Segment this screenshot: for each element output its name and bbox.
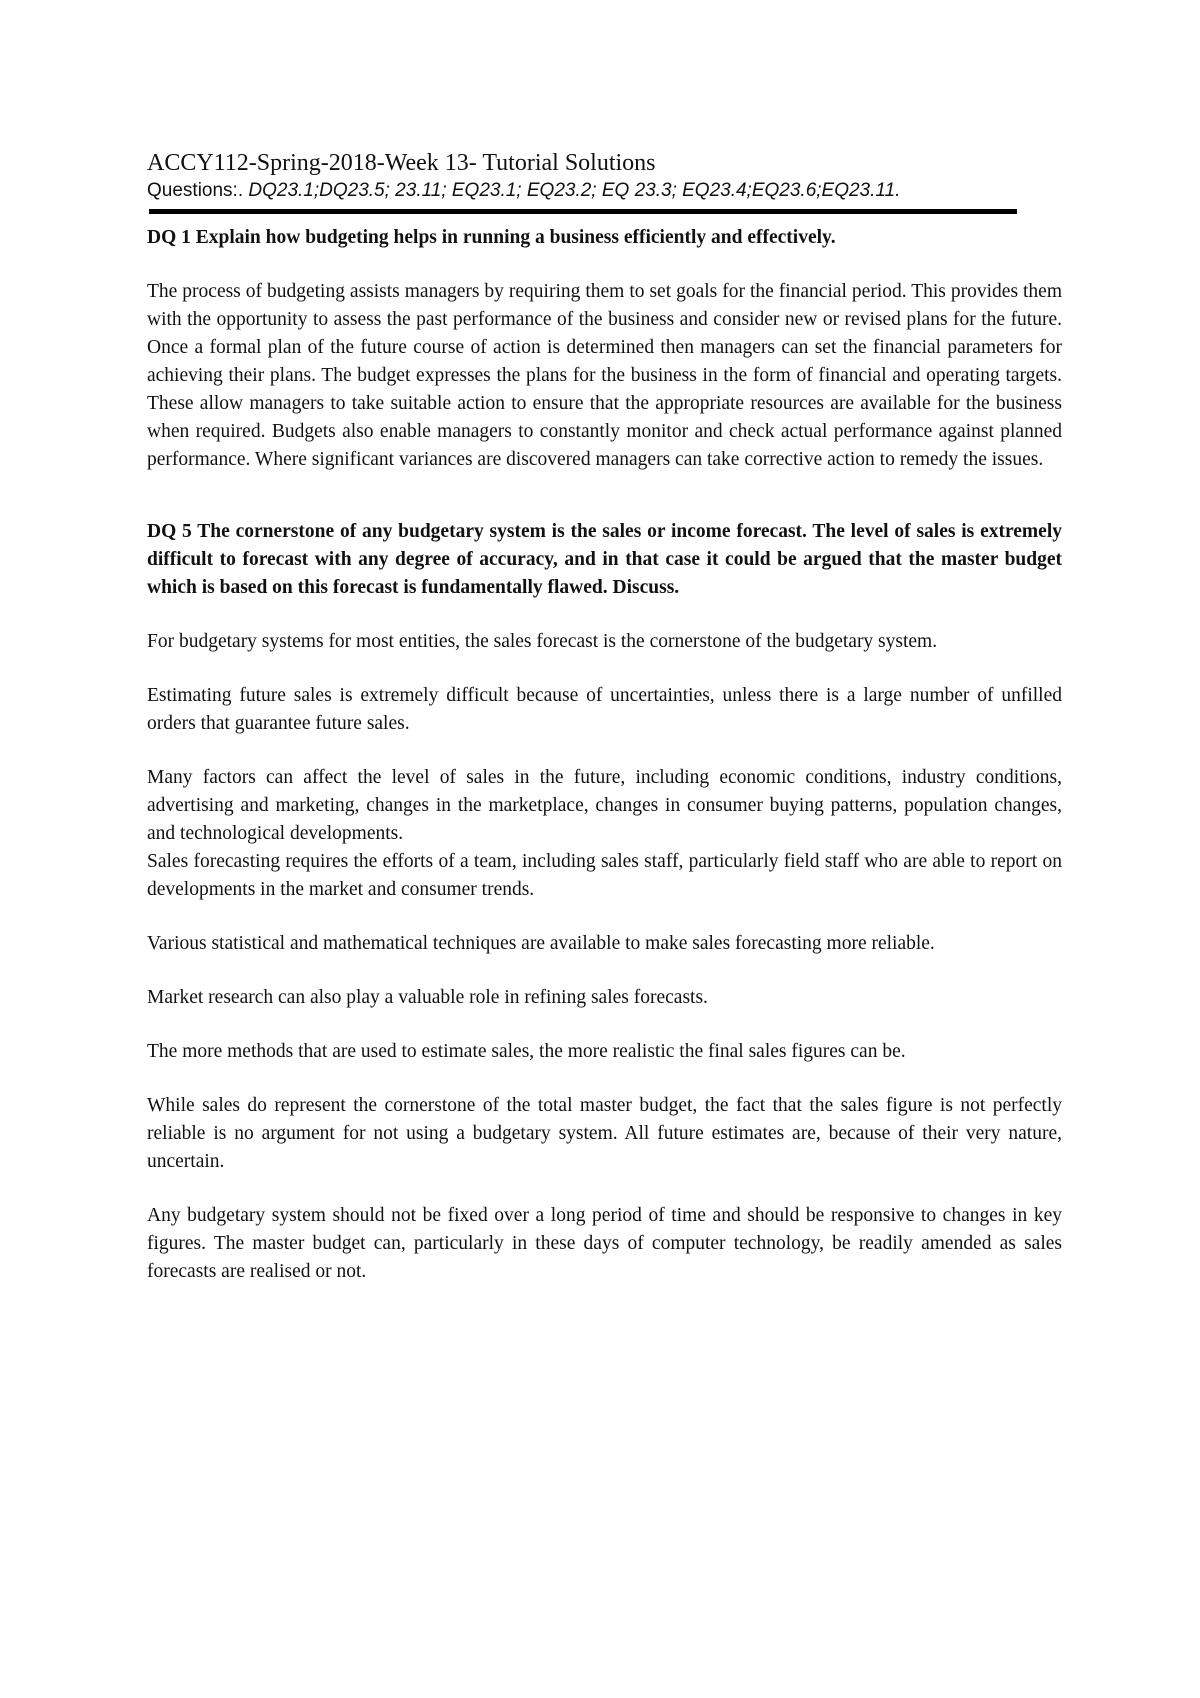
dq5-paragraph: Any budgetary system should not be fixed over a long period of time and should be responsive to changes in key figures. The master budget can, particularly in these days of computer technology, be readily amended as sales forecasts are realised or not.	[147, 1205, 1062, 1282]
document-page	[147, 148, 1062, 1286]
dq5-heading: DQ 5 The cornerstone of any budgetary system is the sales or income forecast. The level of sales is extremely difficult to forecast with any degree of accuracy, and in that case it could be argued that the master budget which is based on this forecast is fundamentally flawed. Discuss.	[147, 521, 1062, 598]
dq5-paragraph: The more methods that are used to estimate sales, the more realistic the final sales figures can be.	[147, 1041, 906, 1062]
document-title: ACCY112-Spring-2018-Week 13- Tutorial Solutions	[147, 150, 656, 176]
questions-list: DQ23.1;DQ23.5; 23.11; EQ23.1; EQ23.2; EQ 23.3; EQ23.4;EQ23.6;EQ23.11.	[243, 180, 901, 201]
dq5-paragraph: Sales forecasting requires the efforts of a team, including sales staff, particularly field staff who are able to report on developments in the market and consumer trends.	[147, 851, 1062, 900]
dq5-paragraph: Market research can also play a valuable role in refining sales forecasts.	[147, 987, 708, 1008]
dq5-paragraph: Various statistical and mathematical techniques are available to make sales forecasting more reliable.	[147, 933, 935, 954]
dq1-answer: The process of budgeting assists managers by requiring them to set goals for the financial period. This provides them with the opportunity to assess the past performance of the business and consider new or revised plans for the future. Once a formal plan of the future course of action is determined then managers can set the financial parameters for achieving their plans. The budget expresses the plans for the business in the form of financial and operating targets. These allow managers to take suitable action to ensure that the appropriate resources are available for the business when required. Budgets also enable managers to constantly monitor and check actual performance against planned performance. Where significant variances are discovered managers can take corrective action to remedy the issues.	[147, 281, 1062, 470]
questions-line	[147, 178, 1062, 203]
dq1-heading: DQ 1 Explain how budgeting helps in running a business efficiently and effectively.	[147, 227, 836, 248]
dq5-paragraph: Many factors can affect the level of sales in the future, including economic conditions, industry conditions, advertising and marketing, changes in the marketplace, changes in consumer buying patterns, population changes, and technological developments.	[147, 767, 1062, 844]
dq5-paragraph: For budgetary systems for most entities, the sales forecast is the cornerstone of the budgetary system.	[147, 631, 938, 652]
dq5-paragraph: Estimating future sales is extremely difficult because of uncertainties, unless there is a large number of unfilled orders that guarantee future sales.	[147, 685, 1062, 734]
questions-label: Questions:.	[147, 180, 244, 201]
dq5-paragraph: While sales do represent the cornerstone of the total master budget, the fact that the sales figure is not perfectly reliable is no argument for not using a budgetary system. All future estimates are, because of their very nature, uncertain.	[147, 1095, 1062, 1172]
title-divider	[149, 209, 1017, 214]
